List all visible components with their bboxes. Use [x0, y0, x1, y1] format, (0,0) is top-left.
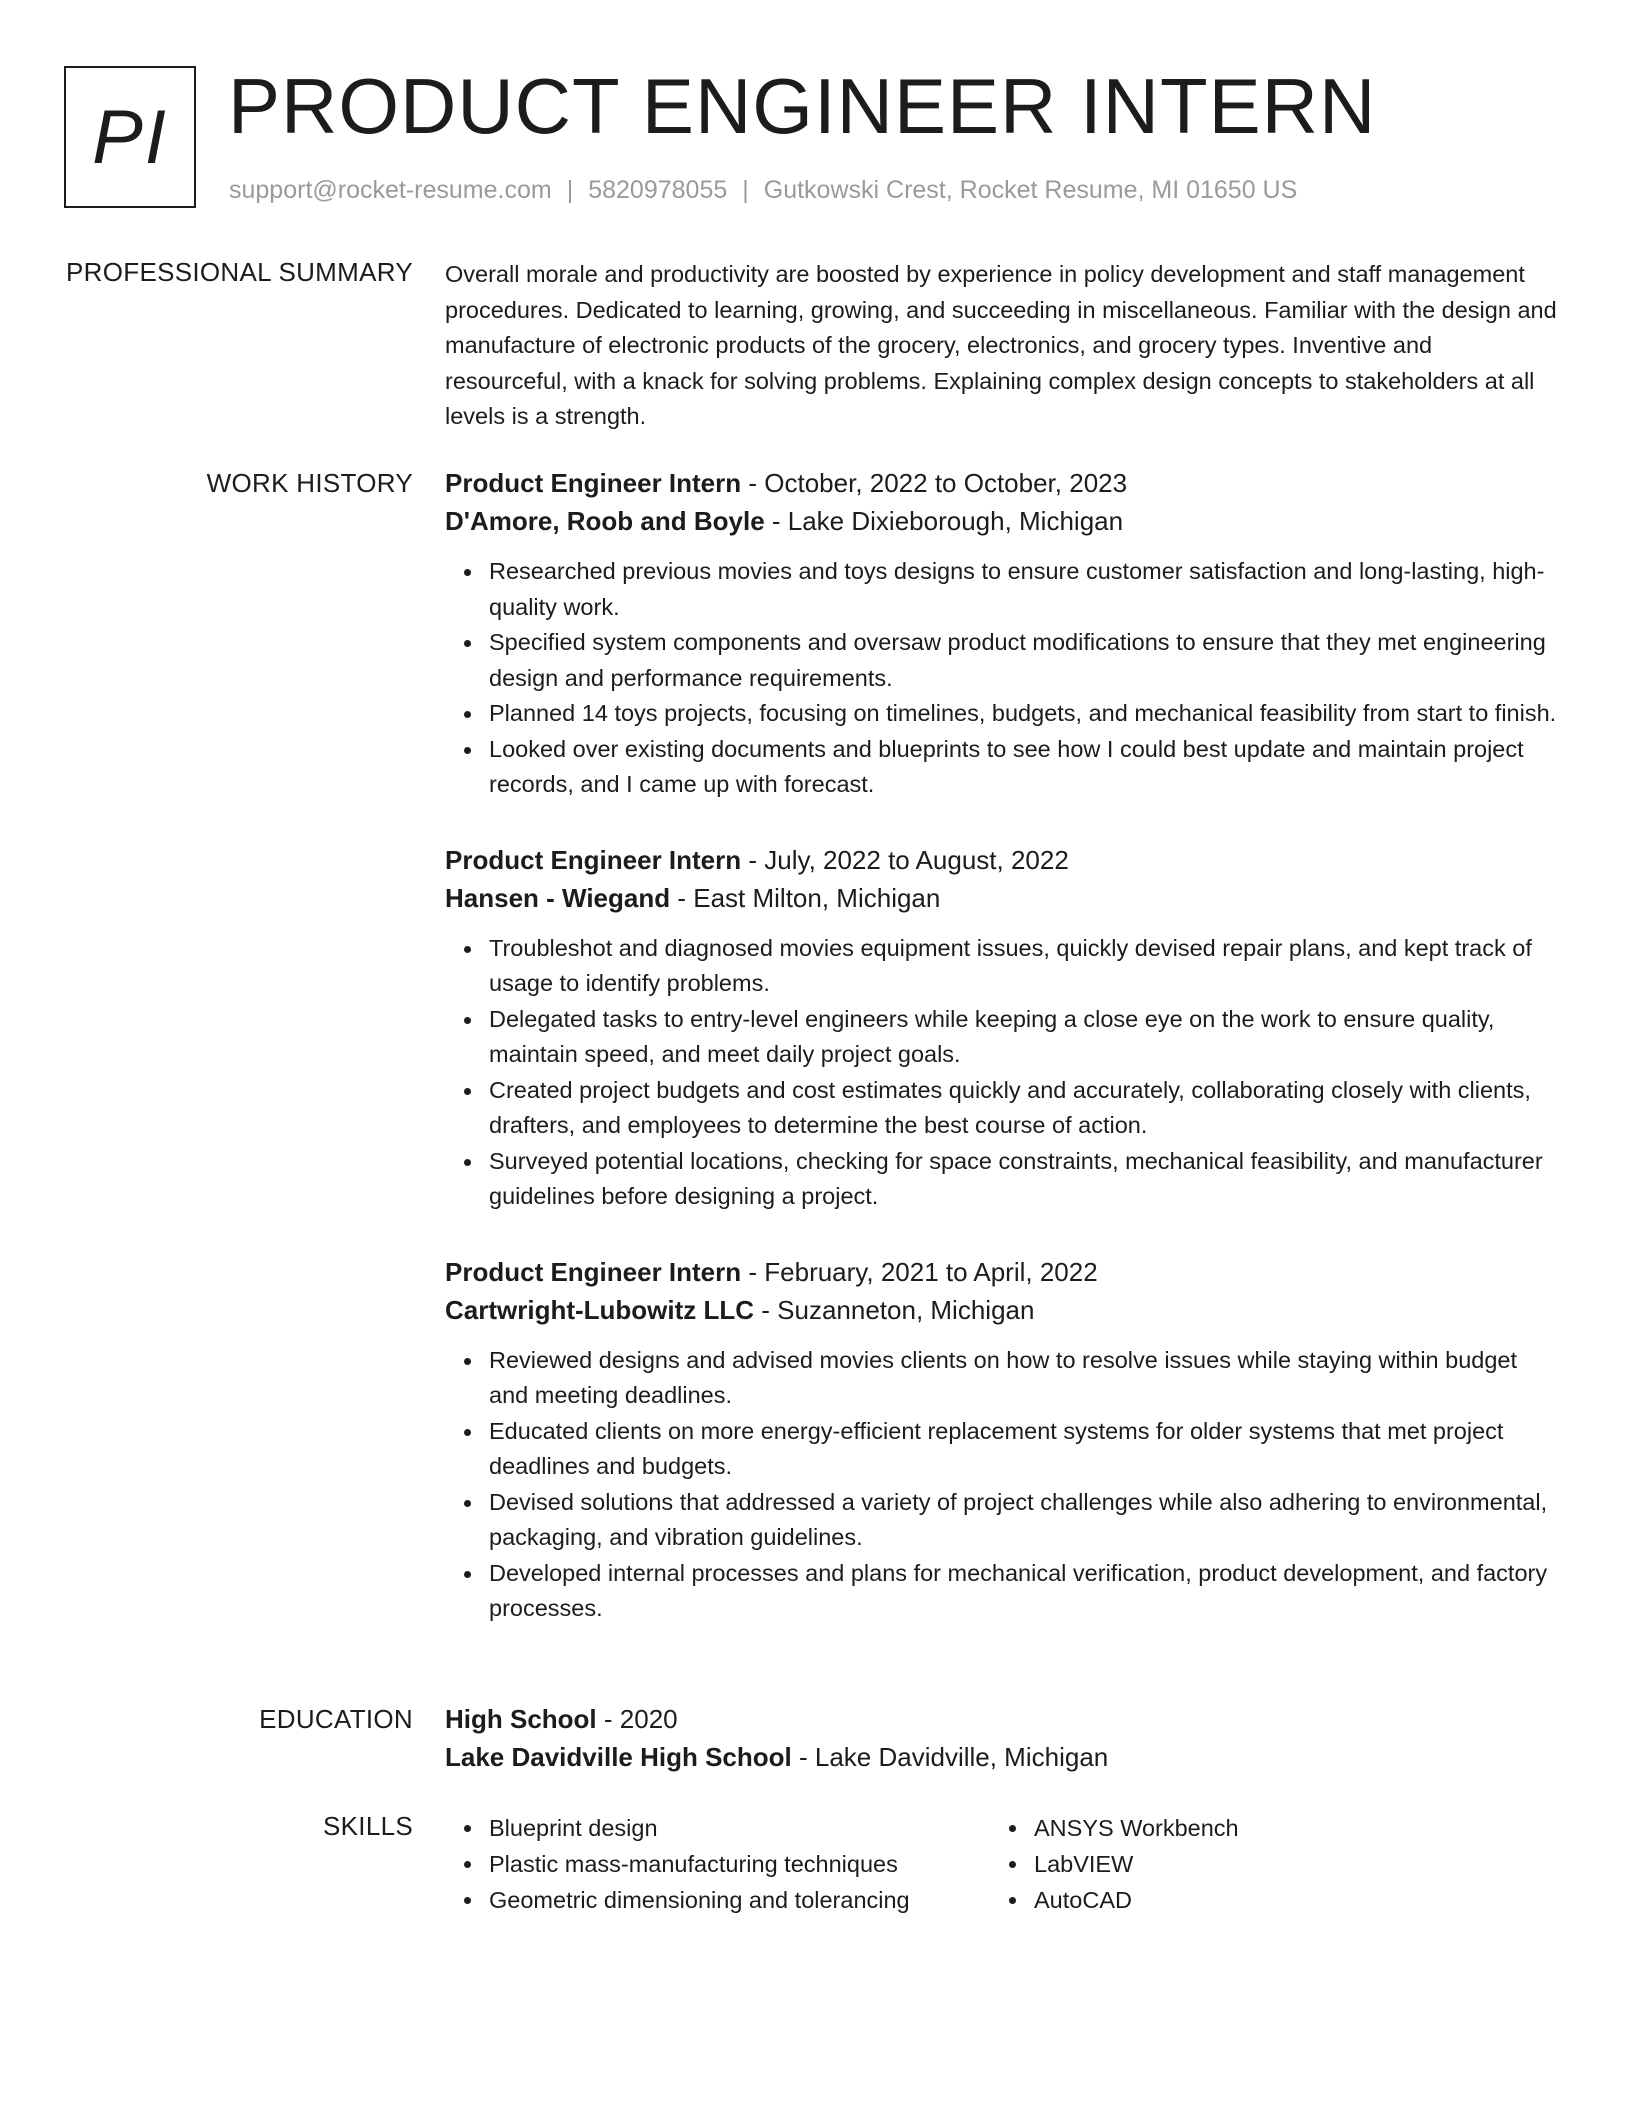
job-bullet: Reviewed designs and advised movies clients on how to resolve issues while staying within budget and meeting deadlines.: [445, 1343, 1560, 1414]
contact-separator: |: [566, 176, 574, 204]
job-bullet: Educated clients on more energy-efficient replacement systems for older systems that met project deadlines and budgets.: [445, 1414, 1560, 1485]
job-bullet: Surveyed potential locations, checking for space constraints, mechanical feasibility, and manufacturer guidelines before designing a project.: [445, 1144, 1560, 1215]
skill-item: LabVIEW: [990, 1846, 1239, 1882]
job-dates: - October, 2022 to October, 2023: [741, 468, 1128, 498]
job-bullets: [445, 554, 1560, 803]
job-title-line: [445, 1253, 1560, 1291]
job-company-line: [445, 879, 1560, 917]
skills-column-right: [990, 1810, 1239, 1918]
contact-address: Gutkowski Crest, Rocket Resume, MI 01650 US: [763, 176, 1298, 204]
education-degree: High School: [445, 1704, 597, 1734]
job-bullet: Troubleshot and diagnosed movies equipment issues, quickly devised repair plans, and kept track of usage to identify problems.: [445, 931, 1560, 1002]
skill-item: Plastic mass-manufacturing techniques: [445, 1846, 910, 1882]
job-bullet: Planned 14 toys projects, focusing on timelines, budgets, and mechanical feasibility from start to finish.: [445, 696, 1560, 732]
job-title-line: [445, 841, 1560, 879]
job-bullet: Specified system components and oversaw product modifications to ensure that they met engineering design and performance requirements.: [445, 625, 1560, 696]
job-company-line: [445, 502, 1560, 540]
education-school-line: [445, 1738, 1560, 1776]
contact-separator: |: [742, 176, 749, 204]
skill-item: ANSYS Workbench: [990, 1810, 1239, 1846]
job-title-line: [445, 464, 1560, 502]
resume-title: PRODUCT ENGINEER INTERN: [228, 62, 1377, 150]
job-bullet: Created project budgets and cost estimates quickly and accurately, collaborating closely with clients, drafters, and employees to determine the best course of action.: [445, 1073, 1560, 1144]
monogram-logo: PI: [64, 66, 196, 208]
contact-email[interactable]: support@rocket-resume.com: [229, 176, 552, 204]
job-dates: - July, 2022 to August, 2022: [741, 844, 1069, 875]
job-company: Hansen - Wiegand: [445, 882, 671, 913]
job-bullet: Looked over existing documents and blueprints to see how I could best update and maintain project records, and I came up with forecast.: [445, 732, 1560, 803]
skill-item: AutoCAD: [990, 1882, 1239, 1918]
education-school: Lake Davidville High School: [445, 1742, 792, 1772]
job-dates: - February, 2021 to April, 2022: [741, 1256, 1098, 1287]
job-location: - East Milton, Michigan: [670, 882, 941, 913]
job-bullet: Delegated tasks to entry-level engineers while keeping a close eye on the work to ensure quality, maintain speed, and meet daily project goals.: [445, 1002, 1560, 1073]
job-bullet: Developed internal processes and plans for mechanical verification, product development, and factory processes.: [445, 1556, 1560, 1627]
job-entry: [445, 1253, 1560, 1627]
section-label-work-history: WORK HISTORY: [206, 468, 413, 498]
job-bullets: [445, 1343, 1560, 1627]
job-bullet: Devised solutions that addressed a variety of project challenges while also adhering to environmental, packaging, and vibration guidelines.: [445, 1485, 1560, 1556]
job-company-line: [445, 1291, 1560, 1329]
job-company: Cartwright-Lubowitz LLC: [445, 1294, 755, 1325]
section-label-skills: SKILLS: [323, 1811, 413, 1841]
skills-column-left: [445, 1810, 910, 1918]
job-title: Product Engineer Intern: [445, 468, 742, 498]
summary-text: Overall morale and productivity are boosted by experience in policy development and staff management procedures. Dedicated to learning, growing, and succeeding in miscellaneous. Familiar with the design and manufacture of electronic products of the grocery, electronics, and grocery types. Inventive and resourceful, with a knack for solving problems. Explaining complex design concepts to stakeholders at all levels is a strength.: [445, 261, 1557, 429]
resume-header: [64, 62, 1564, 208]
job-bullets: [445, 931, 1560, 1215]
education-location: - Lake Davidville, Michigan: [791, 1742, 1109, 1772]
section-label-summary: PROFESSIONAL SUMMARY: [66, 257, 413, 287]
contact-line: [229, 174, 1297, 207]
job-company: D'Amore, Roob and Boyle: [445, 506, 765, 536]
job-title: Product Engineer Intern: [445, 844, 742, 875]
job-title: Product Engineer Intern: [445, 1256, 742, 1287]
job-bullet: Researched previous movies and toys designs to ensure customer satisfaction and long-lasting, high-quality work.: [445, 554, 1560, 625]
contact-phone[interactable]: 5820978055: [588, 176, 728, 204]
job-entry: [445, 464, 1560, 803]
education-degree-line: [445, 1700, 1560, 1738]
education-year: - 2020: [596, 1704, 678, 1734]
section-label-education: EDUCATION: [259, 1704, 413, 1734]
job-entry: [445, 841, 1560, 1215]
skill-item: Blueprint design: [445, 1810, 910, 1846]
job-location: - Lake Dixieborough, Michigan: [764, 506, 1124, 536]
skill-item: Geometric dimensioning and tolerancing: [445, 1882, 910, 1918]
job-location: - Suzanneton, Michigan: [754, 1294, 1035, 1325]
